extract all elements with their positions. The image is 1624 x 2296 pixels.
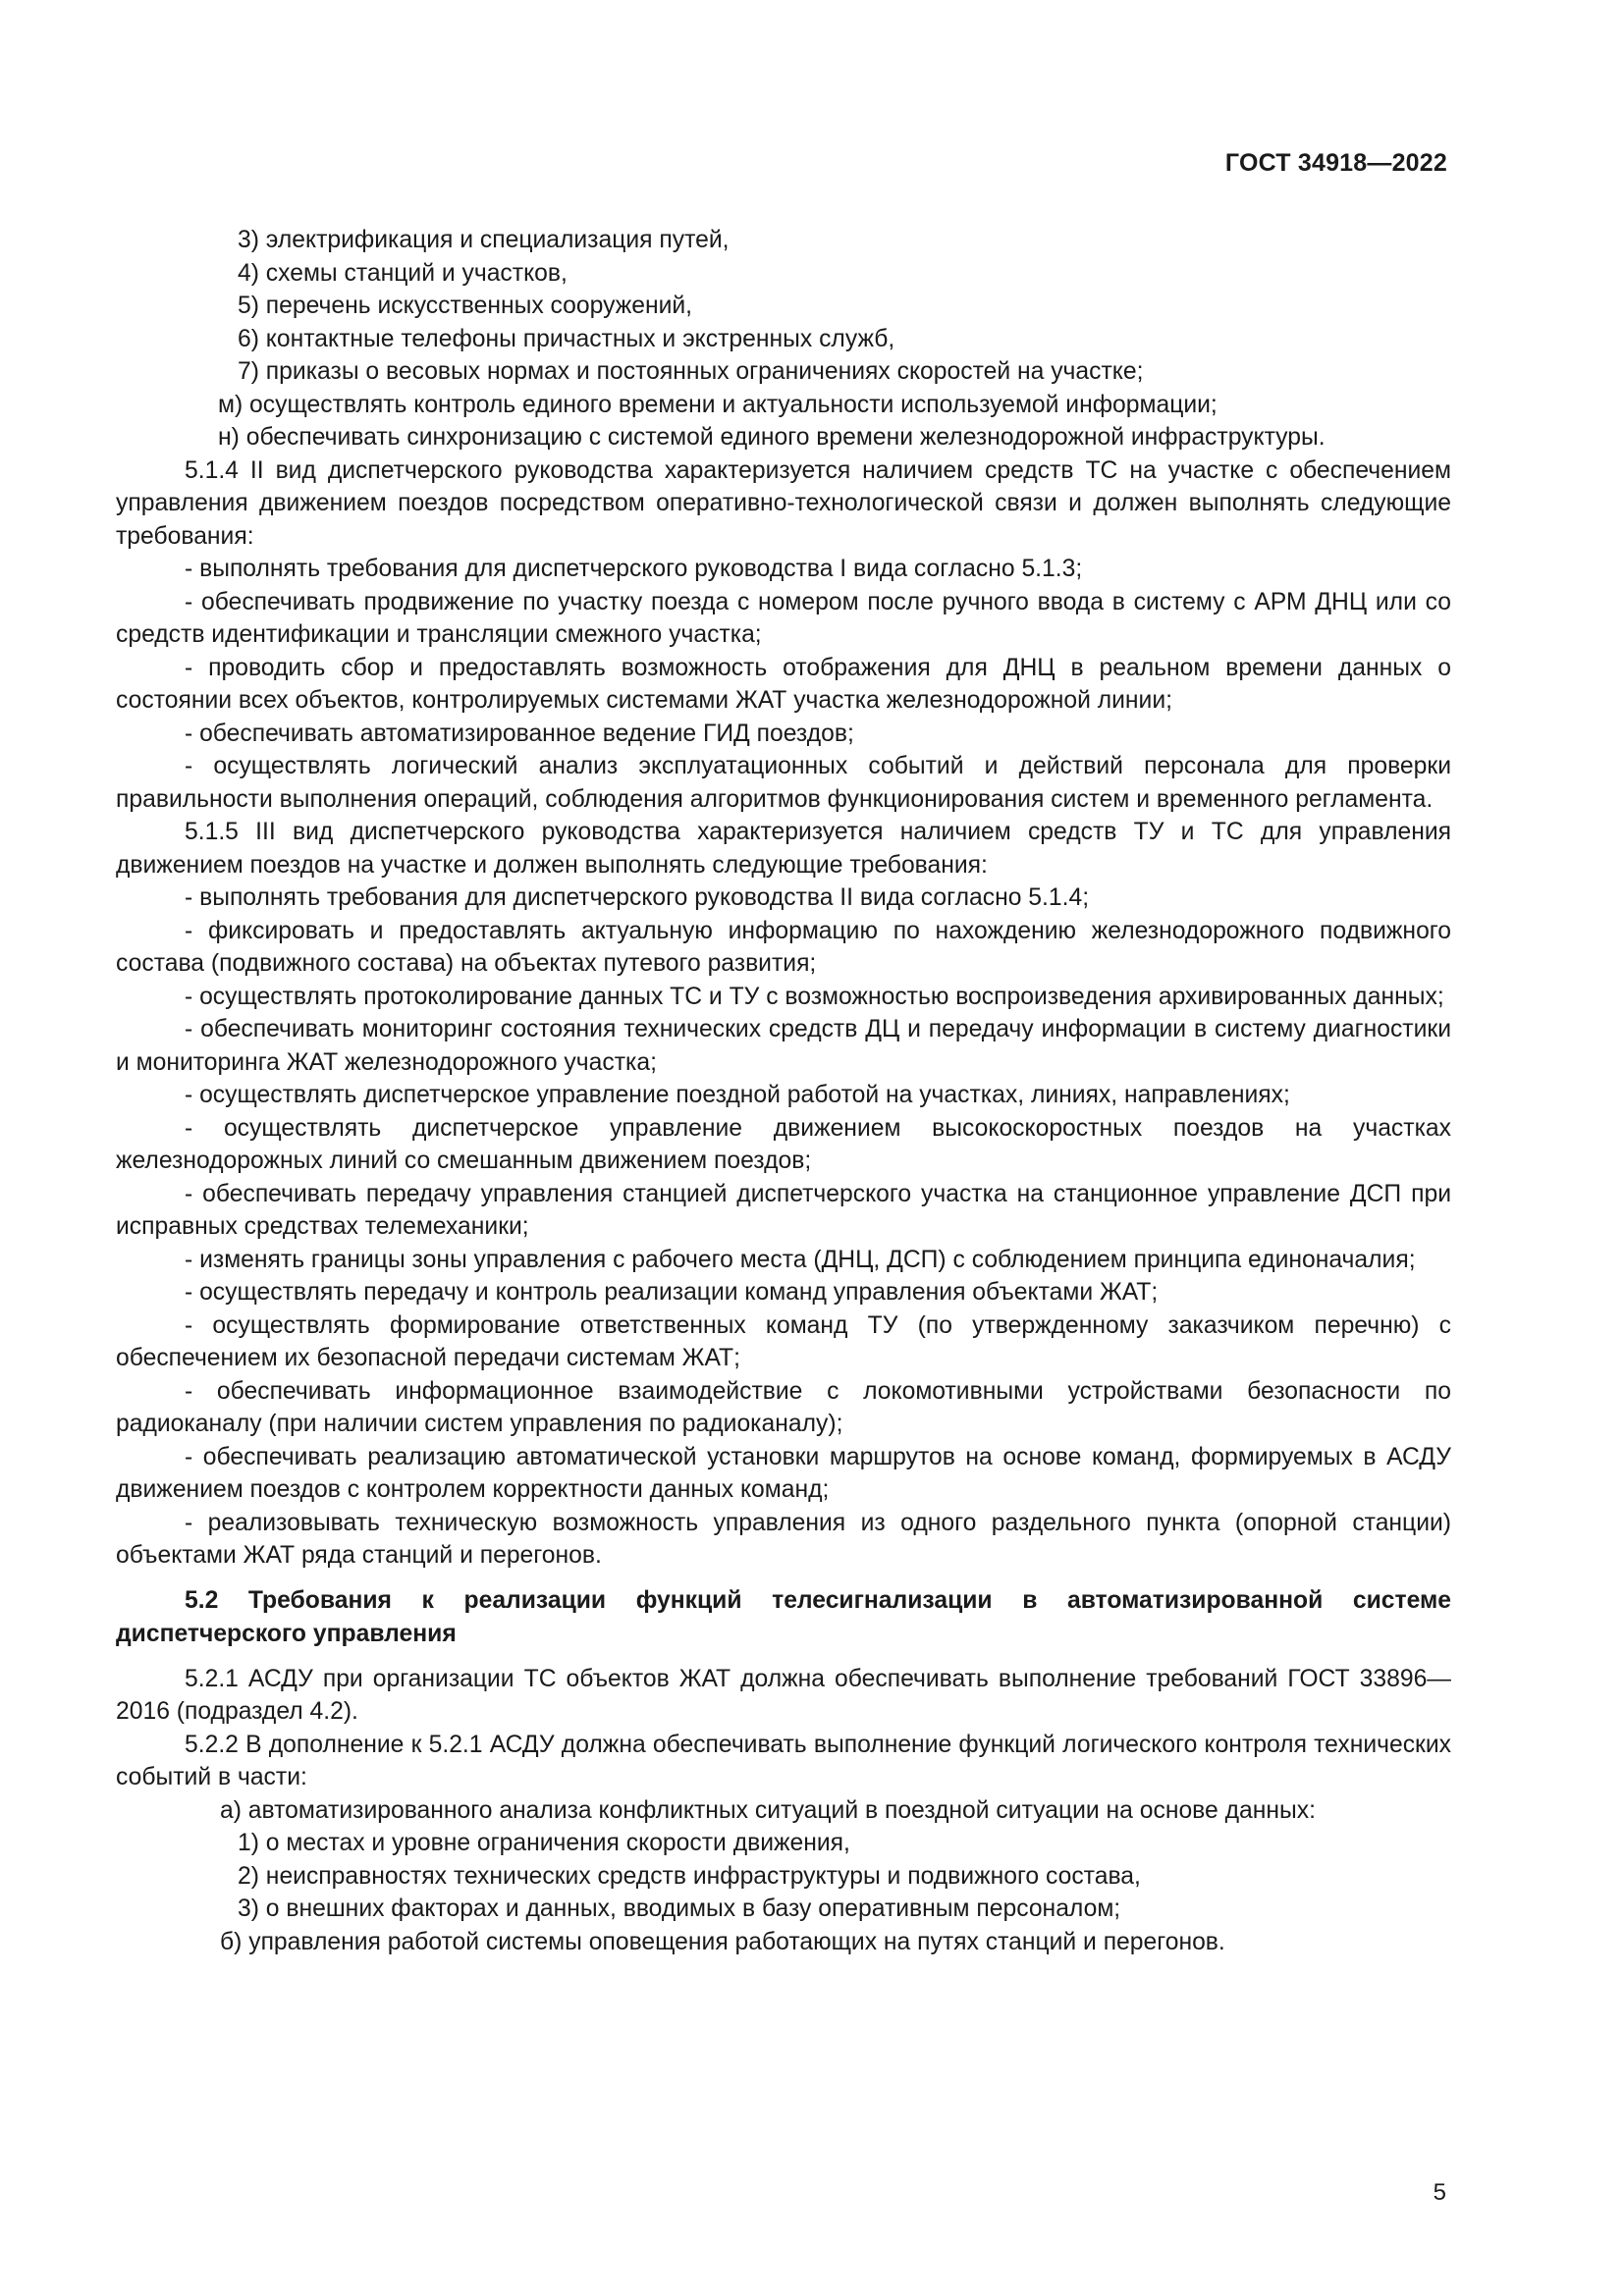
clause-5-2-2: 5.2.2 В дополнение к 5.2.1 АСДУ должна обеспечивать выполнение функций логического контроля технических событий в части: <box>116 1731 1451 1790</box>
clause-5-1-4-item: - проводить сбор и предоставлять возможность отображения для ДНЦ в реальном времени данных о состоянии всех объектов, контролируемых системами ЖАТ участка железнодорожной линии; <box>116 654 1451 714</box>
clause-5-1-5-item: - осуществлять диспетчерское управление движением высокоскоростных поездов на участках железнодорожных линий со смешанным движением поездов; <box>116 1114 1451 1174</box>
page-number: 5 <box>1433 2179 1446 2206</box>
clause-5-1-5-item: - обеспечивать передачу управления станцией диспетчерского участка на станционное управление ДСП при исправных средствах телемеханики; <box>116 1180 1451 1240</box>
clause-5-1-5-item: - изменять границы зоны управления с рабочего места (ДНЦ, ДСП) с соблюдением принципа единоначалия; <box>185 1246 1416 1273</box>
document-header: ГОСТ 34918—2022 <box>1224 149 1447 177</box>
clause-5-1-4-item: - обеспечивать автоматизированное ведение ГИД поездов; <box>185 720 854 747</box>
clause-5-1-5-item: - осуществлять формирование ответственных команд ТУ (по утвержденному заказчиком перечню) с обеспечением их безопасной передачи системам ЖАТ; <box>116 1311 1451 1371</box>
list-subitem: 2) неисправностях технических средств инфраструктуры и подвижного состава, <box>238 1862 1141 1890</box>
clause-5-2-1: 5.2.1 АСДУ при организации ТС объектов ЖАТ должна обеспечивать выполнение требований ГОСТ 33896—2016 (подраздел 4.2). <box>116 1665 1451 1725</box>
list-item: 5) перечень искусственных сооружений, <box>238 293 693 319</box>
clause-5-1-4-item: - выполнять требования для диспетчерского руководства I вида согласно 5.1.3; <box>185 556 1083 582</box>
clause-5-1-5-item: - обеспечивать мониторинг состояния технических средств ДЦ и передачу информации в систему диагностики и мониторинга ЖАТ железнодорожного участка; <box>116 1016 1451 1076</box>
clause-5-1-5-item: - обеспечивать информационное взаимодействие с локомотивными устройствами безопасности по радиоканалу (при наличии систем управления по радиоканалу); <box>116 1377 1451 1437</box>
list-item: 7) приказы о весовых нормах и постоянных ограничениях скоростей на участке; <box>238 358 1144 385</box>
list-top <box>116 224 1451 389</box>
list-item-m: м) осуществлять контроль единого времени и актуальности используемой информации; <box>218 391 1218 418</box>
document-body <box>116 224 1451 1958</box>
list-item-n: н) обеспечивать синхронизацию с системой единого времени железнодорожной инфраструктуры. <box>218 424 1326 451</box>
clause-5-1-4-item: - обеспечивать продвижение по участку поезда с номером после ручного ввода в систему с АРМ ДНЦ или со средств идентификации и трансляции смежного участка; <box>116 588 1451 648</box>
list-item-b: б) управления работой системы оповещения работающих на путях станций и перегонов. <box>220 1928 1225 1955</box>
clause-5-1-5-item: - выполнять требования для диспетчерского руководства II вида согласно 5.1.4; <box>185 884 1090 911</box>
list-item: 4) схемы станций и участков, <box>238 259 568 287</box>
clause-5-1-4-item: - осуществлять логический анализ эксплуатационных событий и действий персонала для проверки правильности выполнения операций, соблюдения алгоритмов функционирования систем и временного регламента. <box>116 753 1451 813</box>
clause-5-1-5-item: - фиксировать и предоставлять актуальную информацию по нахождению железнодорожного подвижного состава (подвижного состава) на объектах путевого развития; <box>116 917 1451 977</box>
clause-5-1-5-item: - осуществлять передачу и контроль реализации команд управления объектами ЖАТ; <box>185 1279 1159 1306</box>
clause-5-1-5: 5.1.5 III вид диспетчерского руководства характеризуется наличием средств ТУ и ТС для управления движением поездов на участке и должен выполнять следующие требования: <box>116 819 1451 879</box>
list-subitem: 3) о внешних факторах и данных, вводимых в базу оперативным персоналом; <box>238 1896 1121 1922</box>
clause-5-1-4: 5.1.4 II вид диспетчерского руководства характеризуется наличием средств ТС на участке с обеспечением управления движением поездов посредством оперативно-технологической связи и должен выполнять следующие требования: <box>116 456 1451 550</box>
clause-5-1-5-item: - реализовывать техническую возможность управления из одного раздельного пункта (опорной станции) объектами ЖАТ ряда станций и перегонов. <box>116 1509 1451 1569</box>
section-5-2-heading: 5.2 Требования к реализации функций телесигнализации в автоматизированной системе диспетчерского управления <box>116 1586 1451 1647</box>
list-item: 6) контактные телефоны причастных и экстренных служб, <box>238 325 895 352</box>
list-subitem: 1) о местах и уровне ограничения скорости движения, <box>238 1830 850 1856</box>
clause-5-1-5-item: - осуществлять протоколирование данных ТС и ТУ с возможностью воспроизведения архивированных данных; <box>185 983 1444 1010</box>
list-item-a: а) автоматизированного анализа конфликтных ситуаций в поездной ситуации на основе данных: <box>220 1796 1316 1824</box>
clause-5-1-5-item: - осуществлять диспетчерское управление поездной работой на участках, линиях, направлениях; <box>185 1082 1290 1108</box>
list-item: 3) электрификация и специализация путей, <box>238 227 730 253</box>
clause-5-1-5-item: - обеспечивать реализацию автоматической установки маршрутов на основе команд, формируемых в АСДУ движением поездов с контролем корректности данных команд; <box>116 1443 1451 1503</box>
